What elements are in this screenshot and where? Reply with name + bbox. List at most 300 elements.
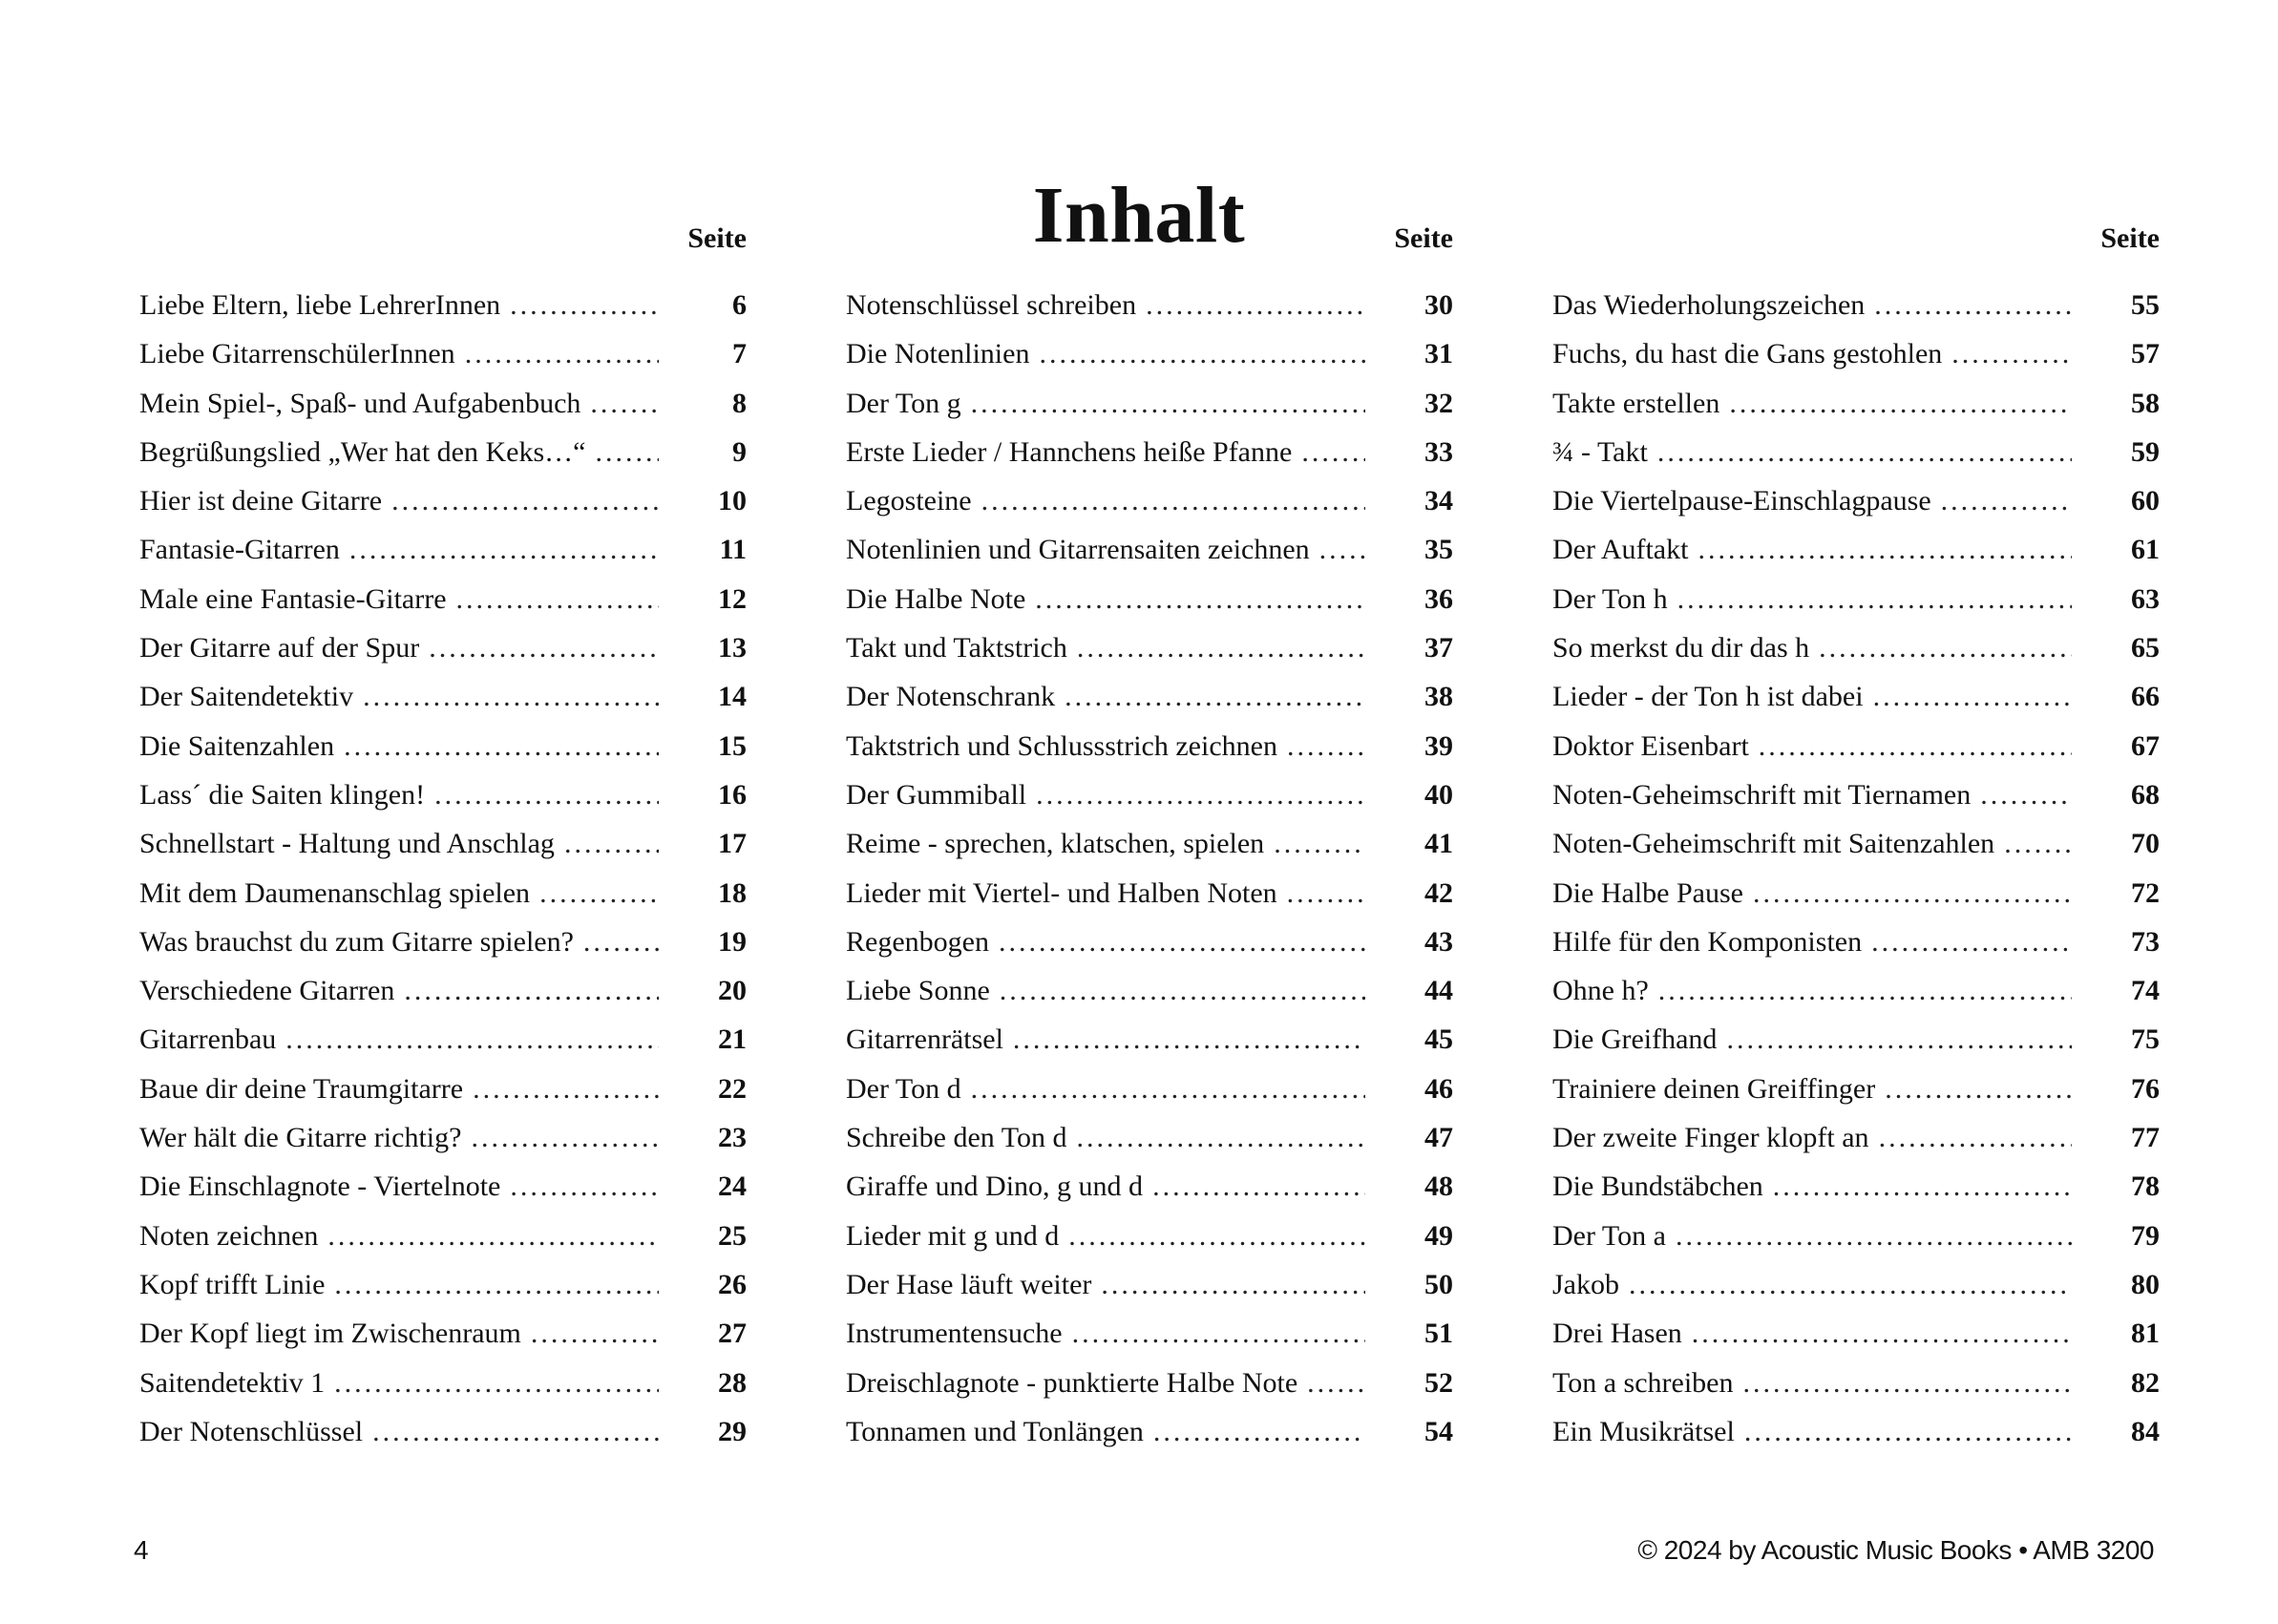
- dot-leader: [981, 476, 1365, 525]
- toc-entry: [1552, 525, 2160, 574]
- toc-entry-page-number: 29: [718, 1415, 747, 1447]
- toc-entry-page-number: 82: [2131, 1366, 2160, 1399]
- dot-leader: [1035, 575, 1365, 623]
- toc-column-2: [846, 220, 1453, 1456]
- toc-entry-page-number: 54: [1424, 1415, 1453, 1447]
- toc-entry-title: Hilfe für den Komponisten: [1552, 925, 1863, 958]
- toc-entry: [139, 966, 747, 1015]
- toc-entry-page-number: 20: [718, 975, 747, 1007]
- dot-leader: [372, 1407, 659, 1456]
- toc-entry: [846, 428, 1453, 476]
- toc-entry: [1552, 722, 2160, 770]
- toc-entry-title: Liebe Eltern, liebe LehrerInnen: [139, 289, 501, 321]
- toc-entry: [139, 1015, 747, 1064]
- toc-entry-page-number: 7: [732, 338, 747, 370]
- dot-leader: [1039, 329, 1365, 378]
- column-header-seite: Seite: [1394, 222, 1453, 254]
- toc-entry-page-number: 68: [2131, 778, 2160, 811]
- toc-entry-page-number: 22: [718, 1072, 747, 1105]
- dot-leader: [1692, 1309, 2072, 1358]
- toc-entry-title: Die Halbe Pause: [1552, 876, 1743, 909]
- toc-entry-title: Noten zeichnen: [139, 1219, 319, 1252]
- toc-entry-page-number: 26: [718, 1268, 747, 1300]
- toc-entry: [1552, 770, 2160, 819]
- toc-entry-page-number: 61: [2131, 534, 2160, 566]
- toc-entry-title: Baue dir deine Traumgitarre: [139, 1072, 464, 1105]
- toc-entry-title: Ton a schreiben: [1552, 1366, 1734, 1399]
- toc-entry-title: Fantasie-Gitarren: [139, 534, 340, 566]
- dot-leader: [510, 1162, 659, 1211]
- toc-entry-page-number: 77: [2131, 1122, 2160, 1154]
- toc-entry-title: Jakob: [1552, 1268, 1619, 1300]
- toc-entry-title: Tonnamen und Tonlängen: [846, 1415, 1144, 1447]
- toc-entry-page-number: 36: [1424, 582, 1453, 615]
- toc-entry: [139, 329, 747, 378]
- toc-entry: [846, 329, 1453, 378]
- toc-entry: [139, 281, 747, 329]
- dot-leader: [531, 1309, 659, 1358]
- toc-entry: [139, 722, 747, 770]
- toc-entry-title: Der Ton h: [1552, 582, 1668, 615]
- toc-entry-title: Der Auftakt: [1552, 534, 1689, 566]
- toc-entry-page-number: 32: [1424, 387, 1453, 419]
- toc-entry-title: Lieder mit g und d: [846, 1219, 1060, 1252]
- toc-entry-page-number: 49: [1424, 1219, 1453, 1252]
- toc-entry-page-number: 34: [1424, 485, 1453, 517]
- toc-entry-title: Dreischlagnote - punktierte Halbe Note: [846, 1366, 1298, 1399]
- toc-entry: [846, 1162, 1453, 1211]
- toc-entry-title: Die Notenlinien: [846, 338, 1030, 370]
- toc-entry: [139, 1065, 747, 1113]
- toc-entry-title: Legosteine: [846, 485, 972, 517]
- dot-leader: [583, 917, 659, 966]
- dot-leader: [1153, 1407, 1365, 1456]
- toc-entry-page-number: 6: [732, 289, 747, 321]
- toc-entry-title: Takte erstellen: [1552, 387, 1720, 419]
- toc-entry: [139, 917, 747, 966]
- toc-entry: [846, 476, 1453, 525]
- toc-entry-title: Das Wiederholungszeichen: [1552, 289, 1866, 321]
- toc-entry-title: Doktor Eisenbart: [1552, 729, 1749, 762]
- toc-entry-page-number: 74: [2131, 975, 2160, 1007]
- dot-leader: [1951, 329, 2072, 378]
- toc-entry-title: Der Ton g: [846, 387, 961, 419]
- toc-entry-title: Kopf trifft Linie: [139, 1268, 326, 1300]
- toc-entry-title: Ohne h?: [1552, 975, 1649, 1007]
- toc-entry: [846, 379, 1453, 428]
- toc-entry: [139, 1407, 747, 1456]
- toc-entry-title: Gitarrenrätsel: [846, 1023, 1003, 1056]
- toc-entry: [1552, 1309, 2160, 1358]
- dot-leader: [1319, 525, 1365, 574]
- toc-entry-title: Noten-Geheimschrift mit Tiernamen: [1552, 778, 1972, 811]
- toc-entry-page-number: 63: [2131, 582, 2160, 615]
- toc-list: [139, 281, 747, 1456]
- toc-entry-title: Der Gummiball: [846, 778, 1027, 811]
- toc-entry-page-number: 84: [2131, 1415, 2160, 1447]
- toc-entry-page-number: 41: [1424, 828, 1453, 860]
- toc-entry-title: Der Gitarre auf der Spur: [139, 632, 420, 664]
- dot-leader: [1677, 575, 2072, 623]
- toc-entry-page-number: 21: [718, 1023, 747, 1056]
- toc-entry: [139, 379, 747, 428]
- toc-entry-page-number: 42: [1424, 876, 1453, 909]
- toc-entry: [1552, 1015, 2160, 1064]
- dot-leader: [1072, 1309, 1365, 1358]
- toc-entry-title: Mit dem Daumenanschlag spielen: [139, 876, 531, 909]
- dot-leader: [595, 428, 659, 476]
- toc-entry: [1552, 379, 2160, 428]
- toc-entry-page-number: 44: [1424, 975, 1453, 1007]
- dot-leader: [1146, 281, 1365, 329]
- toc-entry-title: Trainiere deinen Greiffinger: [1552, 1072, 1876, 1105]
- dot-leader: [1729, 379, 2072, 428]
- toc-entry: [139, 672, 747, 721]
- toc-entry-page-number: 73: [2131, 925, 2160, 958]
- dot-leader: [473, 1065, 659, 1113]
- toc-entry-page-number: 72: [2131, 876, 2160, 909]
- column-header-seite: Seite: [687, 222, 747, 254]
- toc-entry-page-number: 39: [1424, 729, 1453, 762]
- toc-entry-title: Der zweite Finger klopft an: [1552, 1122, 1869, 1154]
- dot-leader: [1076, 1113, 1365, 1162]
- toc-entry-page-number: 65: [2131, 632, 2160, 664]
- toc-entry-title: Reime - sprechen, klatschen, spielen: [846, 828, 1265, 860]
- toc-entry: [1552, 428, 2160, 476]
- dot-leader: [1287, 869, 1365, 917]
- toc-entry: [1552, 1212, 2160, 1260]
- column-header-seite: Seite: [2100, 222, 2160, 254]
- toc-entry: [1552, 476, 2160, 525]
- toc-entry-page-number: 50: [1424, 1268, 1453, 1300]
- toc-entry: [846, 869, 1453, 917]
- toc-list: [1552, 281, 2160, 1456]
- toc-entry-page-number: 14: [718, 681, 747, 713]
- toc-entry-title: Der Kopf liegt im Zwischenraum: [139, 1318, 521, 1350]
- dot-leader: [1657, 428, 2072, 476]
- toc-entry: [139, 1162, 747, 1211]
- toc-entry: [846, 1260, 1453, 1309]
- toc-entry-title: Noten-Geheimschrift mit Saitenzahlen: [1552, 828, 1995, 860]
- toc-entry: [1552, 672, 2160, 721]
- toc-entry-title: Schnellstart - Haltung und Anschlag: [139, 828, 555, 860]
- toc-entry: [139, 1260, 747, 1309]
- toc-entry-page-number: 80: [2131, 1268, 2160, 1300]
- toc-entry-title: Gitarrenbau: [139, 1023, 277, 1056]
- dot-leader: [1287, 722, 1365, 770]
- toc-entry-page-number: 19: [718, 925, 747, 958]
- dot-leader: [1065, 672, 1365, 721]
- toc-entry: [846, 281, 1453, 329]
- toc-entry-page-number: 76: [2131, 1072, 2160, 1105]
- toc-entry: [846, 1212, 1453, 1260]
- toc-entry: [846, 770, 1453, 819]
- toc-entry-title: Regenbogen: [846, 925, 989, 958]
- dot-leader: [1873, 672, 2072, 721]
- toc-entry: [1552, 1065, 2160, 1113]
- dot-leader: [1819, 623, 2072, 672]
- toc-entry: [1552, 869, 2160, 917]
- toc-entry-page-number: 60: [2131, 485, 2160, 517]
- page-title: Inhalt: [1032, 171, 1246, 261]
- toc-entry: [139, 770, 747, 819]
- toc-entry: [1552, 575, 2160, 623]
- dot-leader: [1068, 1212, 1365, 1260]
- toc-entry-page-number: 38: [1424, 681, 1453, 713]
- toc-entry-page-number: 57: [2131, 338, 2160, 370]
- toc-entry-title: Taktstrich und Schlussstrich zeichnen: [846, 729, 1277, 762]
- dot-leader: [1629, 1260, 2072, 1309]
- toc-entry-page-number: 28: [718, 1366, 747, 1399]
- toc-entry-page-number: 51: [1424, 1318, 1453, 1350]
- dot-leader: [590, 379, 659, 428]
- toc-entry-title: Fuchs, du hast die Gans gestohlen: [1552, 338, 1943, 370]
- dot-leader: [1980, 770, 2072, 819]
- toc-entry-title: Der Saitendetektiv: [139, 681, 354, 713]
- dot-leader: [349, 525, 659, 574]
- toc-entry-title: Die Viertelpause-Einschlagpause: [1552, 485, 1931, 517]
- toc-entry-page-number: 23: [718, 1122, 747, 1154]
- toc-entry-title: Lieder - der Ton h ist dabei: [1552, 681, 1864, 713]
- toc-entry-page-number: 33: [1424, 435, 1453, 468]
- toc-entry-page-number: 17: [718, 828, 747, 860]
- toc-entry-page-number: 25: [718, 1219, 747, 1252]
- dot-leader: [510, 281, 659, 329]
- toc-entry: [846, 672, 1453, 721]
- toc-entry-title: Begrüßungslied „Wer hat den Keks…“: [139, 435, 586, 468]
- toc-entry-title: Lass´ die Saiten klingen!: [139, 778, 426, 811]
- toc-entry-title: Saitendetektiv 1: [139, 1366, 326, 1399]
- toc-entry-title: Verschiedene Gitarren: [139, 975, 395, 1007]
- toc-entry-page-number: 46: [1424, 1072, 1453, 1105]
- toc-entry-page-number: 40: [1424, 778, 1453, 811]
- toc-entry: [846, 722, 1453, 770]
- toc-entry-title: So merkst du dir das h: [1552, 632, 1810, 664]
- footer-page-number: 4: [134, 1535, 149, 1565]
- toc-entry-page-number: 55: [2131, 289, 2160, 321]
- toc-entry-page-number: 30: [1424, 289, 1453, 321]
- toc-entry: [1552, 1113, 2160, 1162]
- dot-leader: [327, 1212, 659, 1260]
- toc-entry: [846, 966, 1453, 1015]
- toc-column-1: [139, 220, 747, 1456]
- toc-entry: [1552, 1407, 2160, 1456]
- toc-entry-page-number: 12: [718, 582, 747, 615]
- dot-leader: [1152, 1162, 1365, 1211]
- toc-entry: [139, 869, 747, 917]
- toc-entry-page-number: 43: [1424, 925, 1453, 958]
- toc-entry-title: Was brauchst du zum Gitarre spielen?: [139, 925, 574, 958]
- toc-entry: [1552, 917, 2160, 966]
- dot-leader: [334, 1359, 659, 1407]
- toc-entry: [846, 1015, 1453, 1064]
- toc-entry-page-number: 13: [718, 632, 747, 664]
- toc-entry: [1552, 966, 2160, 1015]
- dot-leader: [1879, 1113, 2072, 1162]
- dot-leader: [1744, 1407, 2072, 1456]
- dot-leader: [1698, 525, 2072, 574]
- toc-entry-title: Der Ton d: [846, 1072, 961, 1105]
- dot-leader: [2004, 819, 2072, 868]
- toc-entry-title: Die Greifhand: [1552, 1023, 1718, 1056]
- toc-entry-title: Takt und Taktstrich: [846, 632, 1067, 664]
- toc-entry-title: Liebe GitarrenschülerInnen: [139, 338, 455, 370]
- toc-entry-title: Wer hält die Gitarre richtig?: [139, 1122, 462, 1154]
- toc-entry-title: Schreibe den Ton d: [846, 1122, 1067, 1154]
- dot-leader: [471, 1113, 659, 1162]
- toc-entry-page-number: 11: [719, 534, 747, 566]
- toc-column-3: [1552, 220, 2160, 1456]
- dot-leader: [539, 869, 659, 917]
- toc-entry: [139, 575, 747, 623]
- dot-leader: [334, 1260, 659, 1309]
- toc-entry-title: Instrumentensuche: [846, 1318, 1063, 1350]
- dot-leader: [1307, 1359, 1365, 1407]
- toc-entry-page-number: 45: [1424, 1023, 1453, 1056]
- toc-entry-title: Notenlinien und Gitarrensaiten zeichnen: [846, 534, 1310, 566]
- dot-leader: [971, 1065, 1365, 1113]
- toc-entry-title: Die Halbe Note: [846, 582, 1026, 615]
- toc-entry: [139, 1113, 747, 1162]
- toc-entry-page-number: 67: [2131, 729, 2160, 762]
- toc-entry-title: Liebe Sonne: [846, 975, 990, 1007]
- dot-leader: [1301, 428, 1365, 476]
- toc-entry-title: ¾ - Takt: [1552, 435, 1648, 468]
- toc-entry: [139, 476, 747, 525]
- toc-entry-page-number: 66: [2131, 681, 2160, 713]
- toc-entry-page-number: 16: [718, 778, 747, 811]
- dot-leader: [1743, 1359, 2073, 1407]
- toc-entry-page-number: 52: [1424, 1366, 1453, 1399]
- footer-copyright: © 2024 by Acoustic Music Books • AMB 3200: [1637, 1535, 2154, 1565]
- dot-leader: [429, 623, 659, 672]
- toc-entry-page-number: 15: [718, 729, 747, 762]
- toc-entry-title: Die Einschlagnote - Viertelnote: [139, 1171, 501, 1203]
- toc-entry-page-number: 70: [2131, 828, 2160, 860]
- toc-entry-page-number: 35: [1424, 534, 1453, 566]
- dot-leader: [1013, 1015, 1365, 1064]
- toc-entry: [139, 428, 747, 476]
- dot-leader: [1885, 1065, 2072, 1113]
- toc-entry: [846, 917, 1453, 966]
- dot-leader: [1676, 1212, 2072, 1260]
- toc-entry: [846, 575, 1453, 623]
- toc-entry-title: Erste Lieder / Hannchens heiße Pfanne: [846, 435, 1293, 468]
- toc-entry-page-number: 59: [2131, 435, 2160, 468]
- toc-entry: [1552, 329, 2160, 378]
- toc-entry: [846, 1359, 1453, 1407]
- toc-entry: [846, 1065, 1453, 1113]
- toc-entry-title: Notenschlüssel schreiben: [846, 289, 1137, 321]
- toc-entry-title: Hier ist deine Gitarre: [139, 485, 383, 517]
- dot-leader: [404, 966, 659, 1015]
- toc-entry-page-number: 37: [1424, 632, 1453, 664]
- dot-leader: [1773, 1162, 2072, 1211]
- toc-entry-page-number: 31: [1424, 338, 1453, 370]
- toc-entry-page-number: 81: [2131, 1318, 2160, 1350]
- toc-entry: [846, 623, 1453, 672]
- dot-leader: [434, 770, 659, 819]
- toc-entry: [139, 1359, 747, 1407]
- toc-entry-page-number: 47: [1424, 1122, 1453, 1154]
- toc-entry: [139, 1212, 747, 1260]
- dot-leader: [285, 1015, 659, 1064]
- toc-entry-page-number: 8: [732, 387, 747, 419]
- toc-entry-title: Ein Musikrätsel: [1552, 1415, 1735, 1447]
- toc-entry-title: Lieder mit Viertel- und Halben Noten: [846, 876, 1277, 909]
- dot-leader: [391, 476, 659, 525]
- dot-leader: [363, 672, 659, 721]
- toc-entry-page-number: 58: [2131, 387, 2160, 419]
- dot-leader: [1753, 869, 2072, 917]
- toc-entry: [1552, 1162, 2160, 1211]
- dot-leader: [1077, 623, 1365, 672]
- dot-leader: [999, 917, 1365, 966]
- toc-entry-title: Drei Hasen: [1552, 1318, 1682, 1350]
- dot-leader: [344, 722, 659, 770]
- toc-entry: [139, 819, 747, 868]
- toc-entry-title: Mein Spiel-, Spaß- und Aufgabenbuch: [139, 387, 581, 419]
- dot-leader: [1036, 770, 1365, 819]
- toc-list: [846, 281, 1453, 1456]
- toc-entry-title: Der Hase läuft weiter: [846, 1268, 1092, 1300]
- toc-entry-title: Male eine Fantasie-Gitarre: [139, 582, 447, 615]
- toc-entry-page-number: 10: [718, 485, 747, 517]
- toc-entry: [846, 819, 1453, 868]
- toc-entry-page-number: 24: [718, 1171, 747, 1203]
- toc-entry-title: Die Saitenzahlen: [139, 729, 335, 762]
- toc-entry-page-number: 9: [732, 435, 747, 468]
- dot-leader: [971, 379, 1365, 428]
- toc-entry: [1552, 1359, 2160, 1407]
- toc-entry: [1552, 819, 2160, 868]
- dot-leader: [1658, 966, 2072, 1015]
- dot-leader: [1871, 917, 2072, 966]
- toc-entry-page-number: 75: [2131, 1023, 2160, 1056]
- toc-entry: [846, 1113, 1453, 1162]
- dot-leader: [1941, 476, 2072, 525]
- toc-entry-title: Der Notenschlüssel: [139, 1415, 364, 1447]
- dot-leader: [1726, 1015, 2072, 1064]
- dot-leader: [1274, 819, 1365, 868]
- toc-entry: [139, 623, 747, 672]
- toc-entry: [846, 1407, 1453, 1456]
- toc-entry-page-number: 48: [1424, 1171, 1453, 1203]
- toc-entry-page-number: 78: [2131, 1171, 2160, 1203]
- dot-leader: [1874, 281, 2072, 329]
- dot-leader: [465, 329, 659, 378]
- dot-leader: [1000, 966, 1365, 1015]
- toc-entry: [139, 1309, 747, 1358]
- toc-entry: [846, 525, 1453, 574]
- dot-leader: [1101, 1260, 1365, 1309]
- toc-entry-title: Der Ton a: [1552, 1219, 1666, 1252]
- toc-entry-title: Giraffe und Dino, g und d: [846, 1171, 1144, 1203]
- toc-entry: [1552, 281, 2160, 329]
- dot-leader: [1759, 722, 2072, 770]
- dot-leader: [456, 575, 659, 623]
- toc-entry: [1552, 1260, 2160, 1309]
- toc-entry-page-number: 79: [2131, 1219, 2160, 1252]
- toc-entry-title: Der Notenschrank: [846, 681, 1056, 713]
- toc-entry-page-number: 27: [718, 1318, 747, 1350]
- toc-entry-title: Die Bundstäbchen: [1552, 1171, 1763, 1203]
- toc-entry-page-number: 18: [718, 876, 747, 909]
- toc-entry: [846, 1309, 1453, 1358]
- toc-entry: [139, 525, 747, 574]
- dot-leader: [564, 819, 659, 868]
- toc-entry: [1552, 623, 2160, 672]
